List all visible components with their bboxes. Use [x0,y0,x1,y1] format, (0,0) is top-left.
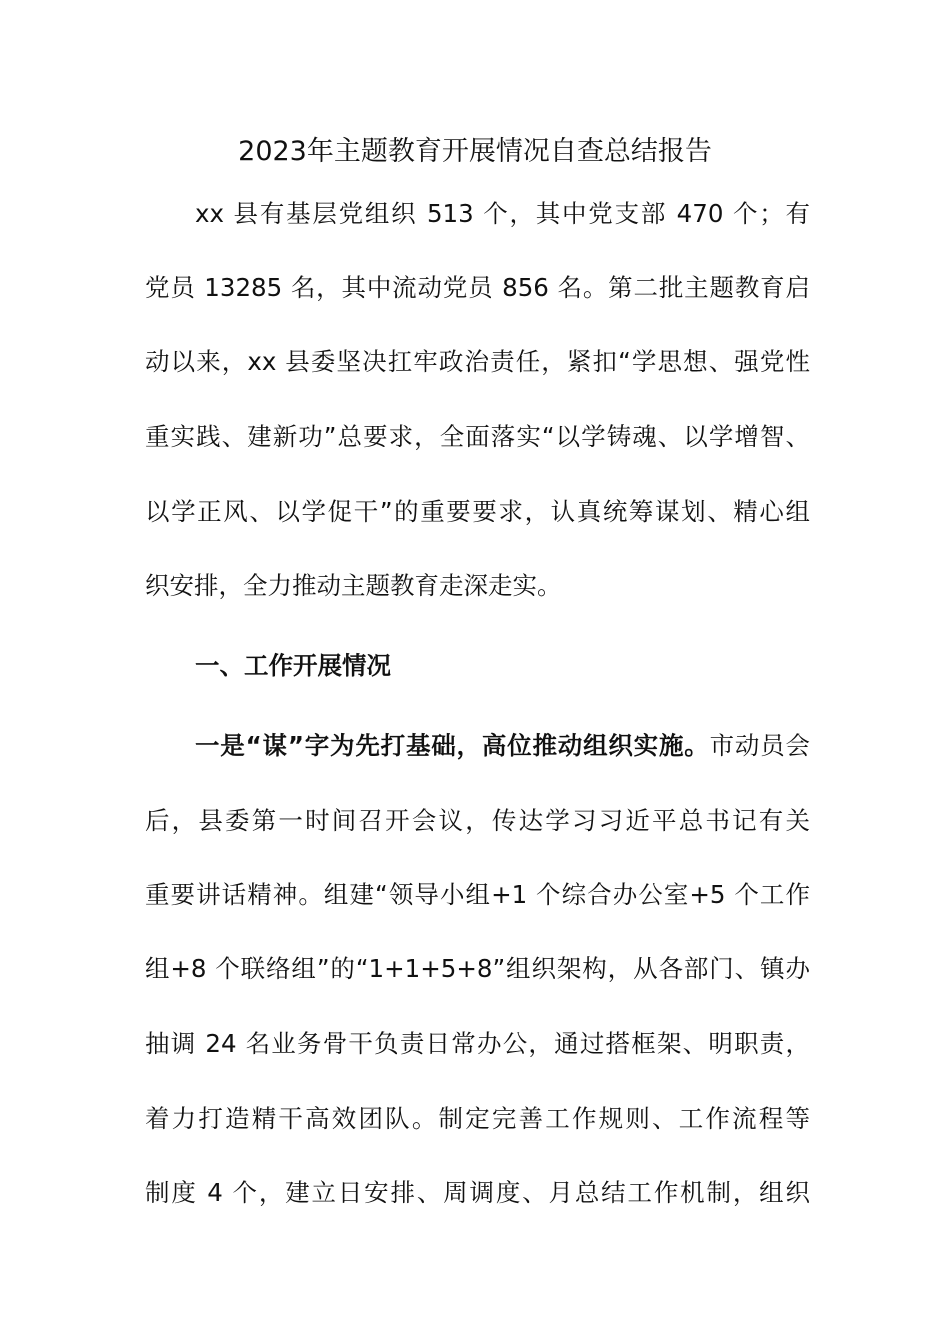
point-1-line-7: 制度 4 个，建立日安排、周调度、月总结工作机制，组织 [145,1178,810,1207]
point-1-line-5: 抽调 24 名业务骨干负责日常办公，通过搭框架、明职责， [145,1029,810,1058]
intro-line-5: 以学正风、以学促干”的重要要求，认真统筹谋划、精心组 [145,497,810,526]
point-1-line-3: 重要讲话精神。组建“领导小组+1 个综合办公室+5 个工作 [145,880,810,909]
section-heading-1: 一、工作开展情况 [195,651,391,680]
document-title: 2023年主题教育开展情况自查总结报告 [238,136,712,167]
point-1-line-6: 着力打造精干高效团队。制定完善工作规则、工作流程等 [145,1104,810,1133]
intro-line-1: xx 县有基层党组织 513 个，其中党支部 470 个；有 [195,199,810,228]
point-1-bold-lead: 一是“谋”字为先打基础，高位推动组织实施。 [195,731,710,760]
intro-line-6: 织安排，全力推动主题教育走深走实。 [145,571,562,600]
point-1-lead-rest: 市动员会 [709,731,811,760]
intro-line-4: 重实践、建新功”总要求，全面落实“以学铸魂、以学增智、 [145,422,810,451]
point-1-line-2: 后，县委第一时间召开会议，传达学习习近平总书记有关 [145,806,810,835]
intro-line-3: 动以来，xx 县委坚决扛牢政治责任，紧扣“学思想、强党性 [145,347,810,376]
point-1-line-4: 组+8 个联络组”的“1+1+5+8”组织架构，从各部门、镇办 [145,954,810,983]
point-1-first-line [195,728,810,764]
intro-line-2: 党员 13285 名，其中流动党员 856 名。第二批主题教育启 [145,273,810,302]
